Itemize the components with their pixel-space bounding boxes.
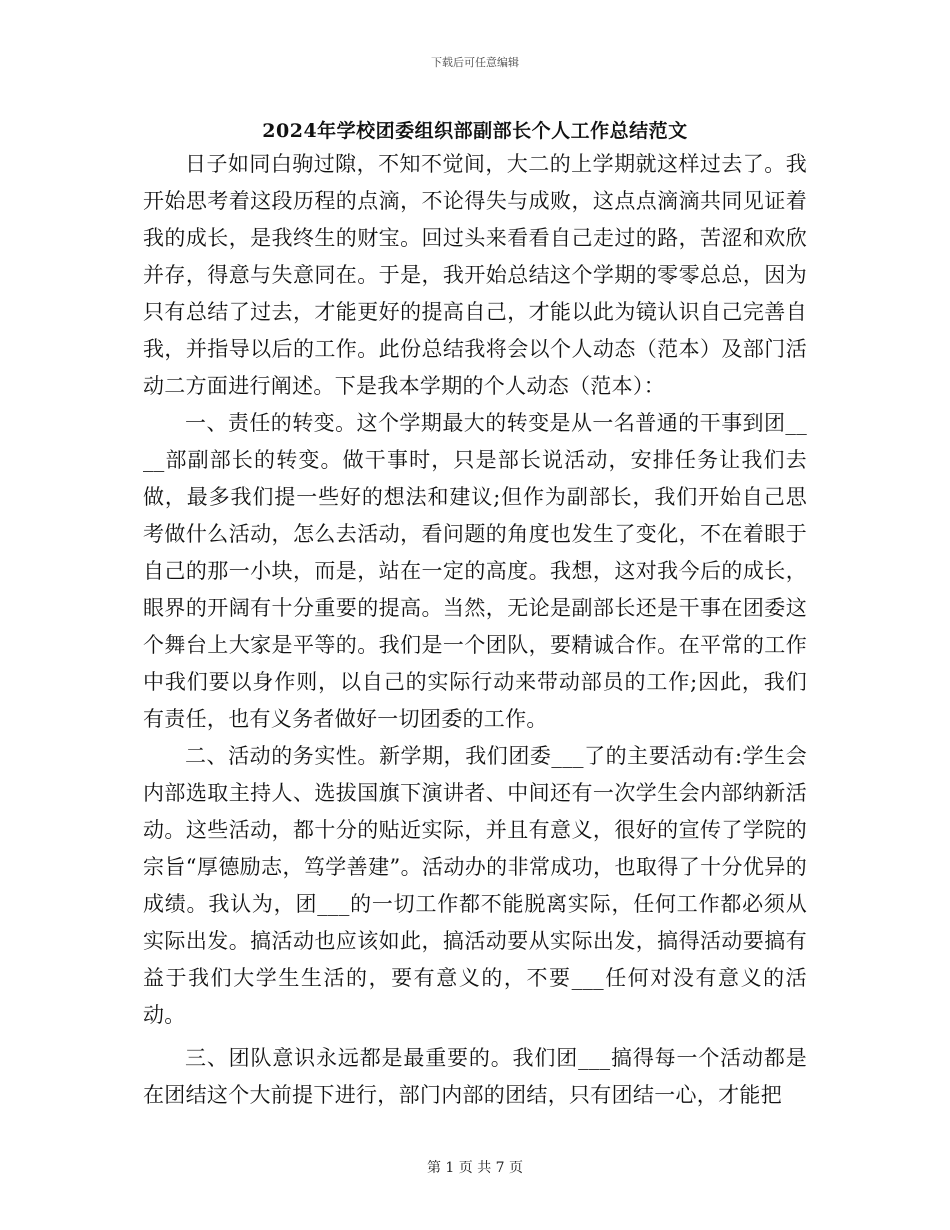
page-number-footer: 第 1 页 共 7 页 (426, 1160, 524, 1176)
paragraph-intro: 日子如同白驹过隙，不知不觉间，大二的上学期就这样过去了。我开始思考着这段历程的点滴，不论得失与成败，这点点滴滴共同见证着我的成长，是我终生的财宝。回过头来看看自己走过的路，苦涩和欢欣并存，得意与失意同在。于是，我开始总结这个学期的零零总总，因为只有总结了过去，才能更好的提高自己，才能以此为镜认识自己完善自我，并指导以后的工作。此份总结我将会以个人动态（范本）及部门活动二方面进行阐述。下是我本学期的个人动态（范本）： (143, 152, 807, 398)
document-body (143, 146, 807, 1114)
paragraph-responsibility: 一、责任的转变。这个学期最大的转变是从一名普通的干事到团____部副部长的转变。做干事时，只是部长说活动，安排任务让我们去做，最多我们提一些好的想法和建议;但作为副部长，我们开始自己思考做什么活动，怎么去活动，看问题的角度也发生了变化，不在着眼于自己的那一小块，而是，站在一定的高度。我想，这对我今后的成长，眼界的开阔有十分重要的提高。当然，无论是副部长还是干事在团委这个舞台上大家是平等的。我们是一个团队，要精诚合作。在平常的工作中我们要以身作则，以自己的实际行动来带动部员的工作;因此，我们有责任，也有义务者做好一切团委的工作。 (143, 411, 807, 731)
document-title: 2024年学校团委组织部副部长个人工作总结范文 (262, 120, 688, 142)
page-header: 下载后可任意编辑 (431, 56, 519, 69)
paragraph-teamwork: 三、团队意识永远都是最重要的。我们团___搞得每一个活动都是在团结这个大前提下进行，部门内部的团结，只有团结一心，才能把 (143, 1046, 807, 1107)
paragraph-activities: 二、活动的务实性。新学期，我们团委___了的主要活动有:学生会内部选取主持人、选拔国旗下演讲者、中间还有一次学生会内部纳新活动。这些活动，都十分的贴近实际，并且有意义，很好的宣传了学院的宗旨“厚德励志，笃学善建”。活动办的非常成功，也取得了十分优异的成绩。我认为，团___的一切工作都不能脱离实际，任何工作都必须从实际出发。搞活动也应该如此，搞活动要从实际出发，搞得活动要搞有益于我们大学生生活的，要有意义的，不要___任何对没有意义的活动。 (143, 744, 807, 1027)
